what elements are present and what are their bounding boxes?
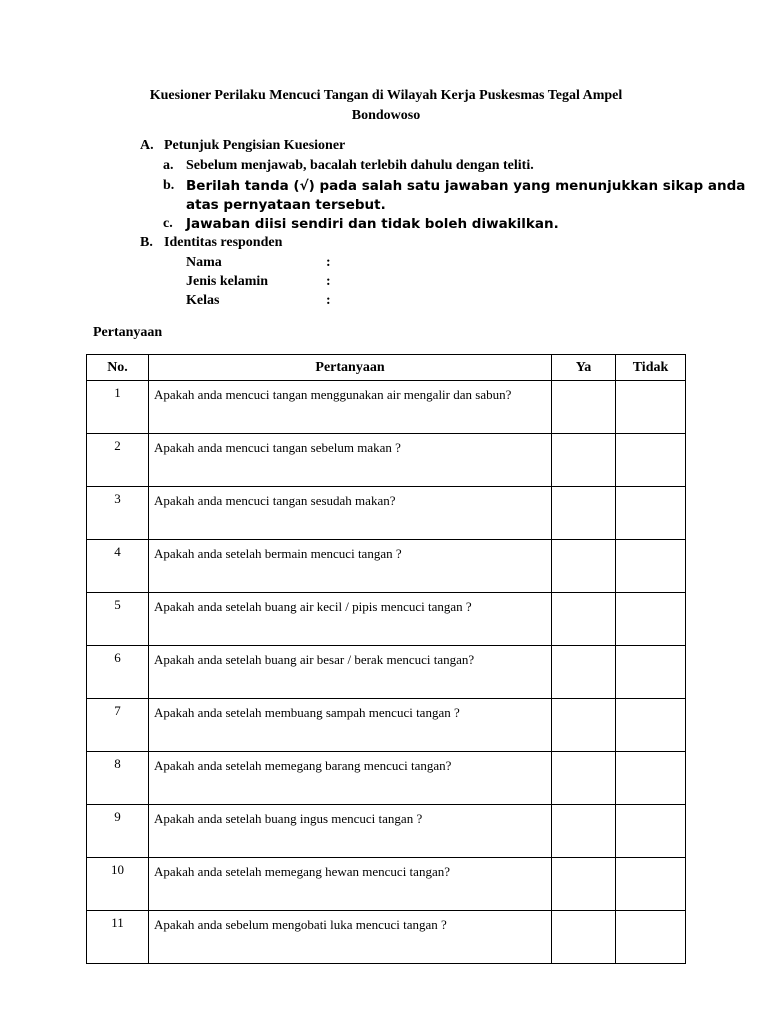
answer-tidak-cell[interactable] xyxy=(616,911,686,964)
field-label-nama: Nama xyxy=(186,255,222,270)
table-row xyxy=(87,911,686,964)
table-row xyxy=(87,805,686,858)
question-text: Apakah anda setelah memegang barang mencuci tangan? xyxy=(149,752,552,805)
answer-tidak-cell[interactable] xyxy=(616,805,686,858)
table-row xyxy=(87,646,686,699)
answer-tidak-cell[interactable] xyxy=(616,699,686,752)
answer-tidak-cell[interactable] xyxy=(616,381,686,434)
question-text: Apakah anda setelah bermain mencuci tangan ? xyxy=(149,540,552,593)
question-text: Apakah anda setelah buang air besar / berak mencuci tangan? xyxy=(149,646,552,699)
question-text: Apakah anda mencuci tangan sesudah makan? xyxy=(149,487,552,540)
table-row xyxy=(87,752,686,805)
questions-table xyxy=(86,354,686,964)
instruction-a-text: Sebelum menjawab, bacalah terlebih dahulu dengan teliti. xyxy=(186,158,534,173)
table-row xyxy=(87,858,686,911)
answer-tidak-cell[interactable] xyxy=(616,593,686,646)
row-number: 8 xyxy=(87,752,149,805)
answer-ya-cell[interactable] xyxy=(552,805,616,858)
header-ya: Ya xyxy=(552,355,616,381)
answer-ya-cell[interactable] xyxy=(552,434,616,487)
question-text: Apakah anda mencuci tangan sebelum makan ? xyxy=(149,434,552,487)
table-row xyxy=(87,434,686,487)
table-header-row xyxy=(87,355,686,381)
answer-tidak-cell[interactable] xyxy=(616,434,686,487)
row-number: 9 xyxy=(87,805,149,858)
instruction-a-marker: a. xyxy=(163,158,174,173)
instruction-b-marker: b. xyxy=(163,178,175,193)
question-text: Apakah anda setelah buang ingus mencuci tangan ? xyxy=(149,805,552,858)
questions-heading: Pertanyaan xyxy=(93,325,163,340)
row-number: 11 xyxy=(87,911,149,964)
field-label-kelas: Kelas xyxy=(186,293,220,308)
section-b-marker: B. xyxy=(140,235,153,250)
answer-ya-cell[interactable] xyxy=(552,752,616,805)
answer-ya-cell[interactable] xyxy=(552,381,616,434)
answer-tidak-cell[interactable] xyxy=(616,540,686,593)
header-question: Pertanyaan xyxy=(149,355,552,381)
row-number: 2 xyxy=(87,434,149,487)
answer-ya-cell[interactable] xyxy=(552,593,616,646)
row-number: 5 xyxy=(87,593,149,646)
answer-ya-cell[interactable] xyxy=(552,540,616,593)
section-a-heading: Petunjuk Pengisian Kuesioner xyxy=(164,138,346,153)
field-colon-nama: : xyxy=(326,255,331,270)
question-text: Apakah anda setelah membuang sampah mencuci tangan ? xyxy=(149,699,552,752)
instruction-c-text: Jawaban diisi sendiri dan tidak boleh diwakilkan. xyxy=(186,216,559,232)
answer-tidak-cell[interactable] xyxy=(616,487,686,540)
field-label-jenis-kelamin: Jenis kelamin xyxy=(186,274,269,289)
table-row xyxy=(87,540,686,593)
question-text: Apakah anda setelah memegang hewan mencuci tangan? xyxy=(149,858,552,911)
answer-ya-cell[interactable] xyxy=(552,487,616,540)
instruction-b-continuation: atas pernyataan tersebut. xyxy=(186,197,386,213)
answer-tidak-cell[interactable] xyxy=(616,646,686,699)
field-colon-jenis-kelamin: : xyxy=(326,274,331,289)
section-a-marker: A. xyxy=(140,138,154,153)
page-title-continuation: Bondowoso xyxy=(351,108,421,123)
table-row xyxy=(87,593,686,646)
answer-tidak-cell[interactable] xyxy=(616,752,686,805)
row-number: 7 xyxy=(87,699,149,752)
section-b-heading: Identitas responden xyxy=(164,235,283,250)
header-tidak: Tidak xyxy=(616,355,686,381)
instruction-c-marker: c. xyxy=(163,216,173,231)
row-number: 10 xyxy=(87,858,149,911)
answer-ya-cell[interactable] xyxy=(552,646,616,699)
table-row xyxy=(87,487,686,540)
row-number: 4 xyxy=(87,540,149,593)
answer-tidak-cell[interactable] xyxy=(616,858,686,911)
row-number: 3 xyxy=(87,487,149,540)
table-row xyxy=(87,699,686,752)
field-colon-kelas: : xyxy=(326,293,331,308)
table-row xyxy=(87,381,686,434)
instruction-b-text: Berilah tanda (√) pada salah satu jawaban yang menunjukkan sikap anda xyxy=(186,178,746,194)
answer-ya-cell[interactable] xyxy=(552,699,616,752)
page-title: Kuesioner Perilaku Mencuci Tangan di Wilayah Kerja Puskesmas Tegal Ampel xyxy=(149,88,623,103)
row-number: 1 xyxy=(87,381,149,434)
question-text: Apakah anda sebelum mengobati luka mencuci tangan ? xyxy=(149,911,552,964)
answer-ya-cell[interactable] xyxy=(552,911,616,964)
row-number: 6 xyxy=(87,646,149,699)
answer-ya-cell[interactable] xyxy=(552,858,616,911)
header-no: No. xyxy=(87,355,149,381)
question-text: Apakah anda setelah buang air kecil / pipis mencuci tangan ? xyxy=(149,593,552,646)
question-text: Apakah anda mencuci tangan menggunakan air mengalir dan sabun? xyxy=(149,381,552,434)
